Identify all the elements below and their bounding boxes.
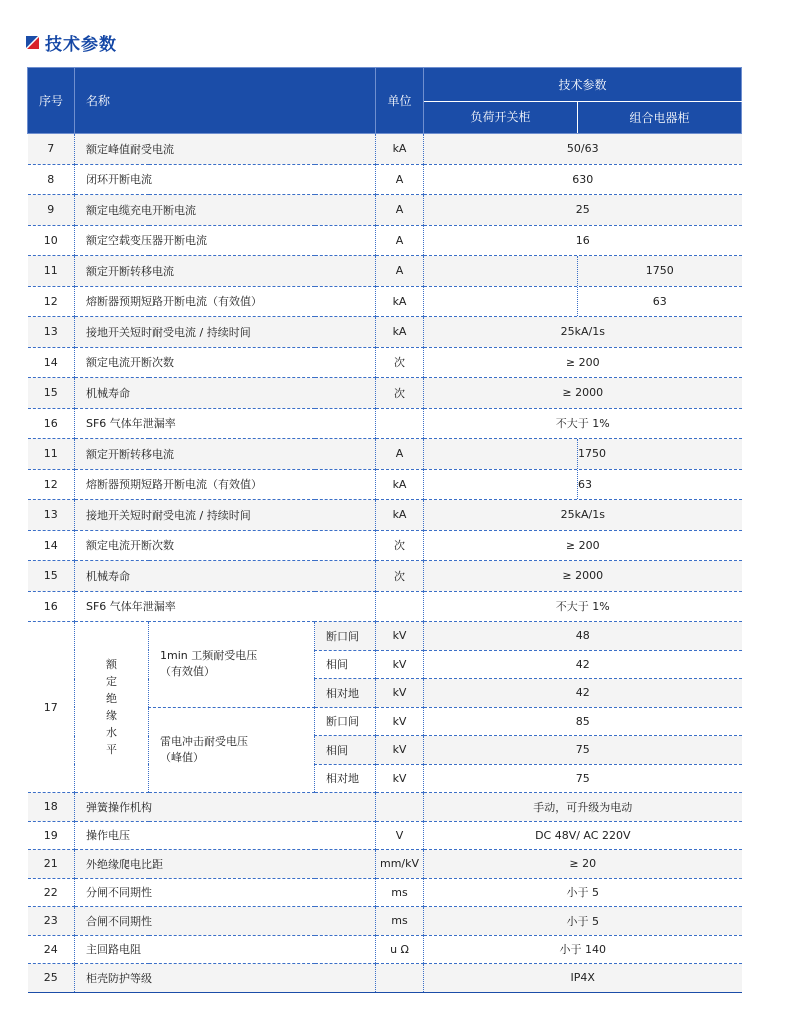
table-row (28, 256, 742, 287)
row-unit: u Ω (376, 935, 424, 964)
row-unit: 次 (376, 378, 424, 409)
row-seq: 12 (28, 286, 75, 317)
row-unit: A (376, 225, 424, 256)
row-unit: 次 (376, 530, 424, 561)
table-row (28, 878, 742, 907)
title-flag-icon (26, 36, 39, 49)
table-row (28, 469, 742, 500)
row-seq: 11 (28, 439, 75, 470)
insulation-row (28, 622, 742, 651)
page-title (26, 30, 117, 54)
row-value: 小于 5 (424, 907, 742, 936)
row-name: 熔断器预期短路开断电流（有效值） (75, 469, 376, 500)
insulation-group-name (149, 622, 315, 708)
row-value: 不大于 1% (424, 408, 742, 439)
row-value: 25kA/1s (424, 317, 742, 348)
row-value: 63 (652, 294, 667, 308)
row-name: 额定电流开断次数 (75, 347, 376, 378)
insulation-unit: kV (376, 736, 424, 765)
row-seq: 15 (28, 378, 75, 409)
header-name: 名称 (75, 68, 376, 134)
row-name: 额定电缆充电开断电流 (75, 195, 376, 226)
table-row (28, 907, 742, 936)
row-unit: 次 (376, 347, 424, 378)
row-unit: A (376, 439, 424, 470)
insulation-sub: 相对地 (315, 764, 376, 793)
row-name: 额定空载变压器开断电流 (75, 225, 376, 256)
row-name: 柜壳防护等级 (75, 964, 376, 993)
row-seq: 12 (28, 469, 75, 500)
table-row (28, 821, 742, 850)
insulation-sub: 断口间 (315, 622, 376, 651)
row-value: ≥ 20 (424, 850, 742, 879)
insulation-value: 85 (424, 707, 742, 736)
table-row (28, 500, 742, 531)
insulation-sub: 相间 (315, 736, 376, 765)
group-name-line1: 1min 工频耐受电压 (160, 649, 258, 663)
row-unit: kA (376, 317, 424, 348)
header-sub2: 组合电器柜 (629, 111, 690, 125)
row-unit: kA (376, 134, 424, 165)
row-name: 主回路电阻 (75, 935, 376, 964)
table-row (28, 134, 742, 165)
row-name: 接地开关短时耐受电流 / 持续时间 (75, 500, 376, 531)
row-name: 弹簧操作机构 (75, 793, 376, 822)
row-name: 接地开关短时耐受电流 / 持续时间 (75, 317, 376, 348)
row-value: 63 (578, 477, 593, 491)
group-name-line2: （峰值） (160, 750, 204, 764)
table-row (28, 561, 742, 592)
insulation-unit: kV (376, 707, 424, 736)
row-seq: 18 (28, 793, 75, 822)
row-value-cell (424, 256, 742, 287)
row-name: 机械寿命 (75, 378, 376, 409)
row-value: 不大于 1% (424, 591, 742, 622)
table-row (28, 164, 742, 195)
row-seq: 24 (28, 935, 75, 964)
spec-table (27, 67, 742, 993)
insulation-label (75, 622, 149, 793)
table-row (28, 530, 742, 561)
table-row (28, 225, 742, 256)
insulation-char: 水 (106, 726, 117, 739)
header-unit: 单位 (376, 68, 424, 134)
row-seq: 21 (28, 850, 75, 879)
row-value: IP4X (424, 964, 742, 993)
insulation-sub: 断口间 (315, 707, 376, 736)
row-seq: 22 (28, 878, 75, 907)
table-row (28, 286, 742, 317)
insulation-value: 42 (424, 650, 742, 679)
row-value: 16 (424, 225, 742, 256)
table-row (28, 964, 742, 993)
row-unit: ms (376, 907, 424, 936)
row-name: SF6 气体年泄漏率 (75, 408, 376, 439)
header-sub-row (424, 102, 742, 134)
insulation-group-name (149, 707, 315, 793)
row-value: ≥ 200 (424, 347, 742, 378)
insulation-value: 48 (424, 622, 742, 651)
row-unit: kA (376, 286, 424, 317)
insulation-sub: 相对地 (315, 679, 376, 708)
row-seq: 7 (28, 134, 75, 165)
row-unit: V (376, 821, 424, 850)
insulation-value: 42 (424, 679, 742, 708)
row-unit: A (376, 195, 424, 226)
row-unit: ms (376, 878, 424, 907)
row-seq: 16 (28, 591, 75, 622)
insulation-value: 75 (424, 736, 742, 765)
row-seq: 25 (28, 964, 75, 993)
row-value-cell (424, 439, 742, 470)
row-value: 50/63 (424, 134, 742, 165)
row-name: 熔断器预期短路开断电流（有效值） (75, 286, 376, 317)
insulation-value: 75 (424, 764, 742, 793)
group-name-line2: （有效值） (160, 665, 215, 679)
insulation-char: 缘 (106, 709, 117, 722)
table-row (28, 591, 742, 622)
row-seq: 19 (28, 821, 75, 850)
row-value: ≥ 200 (424, 530, 742, 561)
row-seq: 13 (28, 317, 75, 348)
row-unit (376, 793, 424, 822)
row-seq: 9 (28, 195, 75, 226)
row-value: 25 (424, 195, 742, 226)
row-value: 1750 (578, 447, 607, 461)
row-name: SF6 气体年泄漏率 (75, 591, 376, 622)
insulation-char: 额 (106, 658, 117, 671)
row-name: 闭环开断电流 (75, 164, 376, 195)
row-unit (376, 964, 424, 993)
row-unit: A (376, 256, 424, 287)
header-seq: 序号 (28, 68, 75, 134)
row-seq: 15 (28, 561, 75, 592)
row-value: ≥ 2000 (424, 561, 742, 592)
row-seq: 14 (28, 530, 75, 561)
insulation-unit: kV (376, 679, 424, 708)
row-seq: 8 (28, 164, 75, 195)
row-value: 1750 (645, 264, 674, 278)
row-name: 机械寿命 (75, 561, 376, 592)
insulation-char: 绝 (106, 692, 117, 705)
row-name: 外绝缘爬电比距 (75, 850, 376, 879)
row-seq: 14 (28, 347, 75, 378)
row-unit (376, 591, 424, 622)
row-seq: 16 (28, 408, 75, 439)
row-seq: 13 (28, 500, 75, 531)
table-row (28, 378, 742, 409)
row-name: 合闸不同期性 (75, 907, 376, 936)
row-value-cell (424, 469, 742, 500)
row-unit: A (376, 164, 424, 195)
insulation-unit: kV (376, 650, 424, 679)
table-row (28, 439, 742, 470)
row-unit: mm/kV (376, 850, 424, 879)
table-row (28, 408, 742, 439)
row-name: 分闸不同期性 (75, 878, 376, 907)
table-row (28, 195, 742, 226)
table-row (28, 850, 742, 879)
table-row (28, 793, 742, 822)
row-unit: kA (376, 500, 424, 531)
row-value: 630 (424, 164, 742, 195)
table-row (28, 935, 742, 964)
row-name: 额定开断转移电流 (75, 256, 376, 287)
row-seq: 10 (28, 225, 75, 256)
row-seq: 23 (28, 907, 75, 936)
table-row (28, 317, 742, 348)
insulation-unit: kV (376, 764, 424, 793)
row-name: 操作电压 (75, 821, 376, 850)
row-unit (376, 408, 424, 439)
group-name-line1: 雷电冲击耐受电压 (160, 734, 248, 748)
insulation-unit: kV (376, 622, 424, 651)
page-title-text: 技术参数 (45, 34, 117, 55)
row-value: 小于 140 (424, 935, 742, 964)
row-name: 额定开断转移电流 (75, 439, 376, 470)
row-name: 额定电流开断次数 (75, 530, 376, 561)
header-params: 技术参数 (424, 68, 742, 102)
insulation-seq: 17 (28, 622, 75, 793)
row-value: 25kA/1s (424, 500, 742, 531)
row-name: 额定峰值耐受电流 (75, 134, 376, 165)
table-row (28, 347, 742, 378)
row-value-cell (424, 286, 742, 317)
row-value: 手动，可升级为电动 (424, 793, 742, 822)
insulation-char: 平 (106, 743, 117, 756)
row-seq: 11 (28, 256, 75, 287)
insulation-sub: 相间 (315, 650, 376, 679)
row-value: DC 48V/ AC 220V (424, 821, 742, 850)
spec-table-wrap (27, 67, 741, 993)
insulation-char: 定 (106, 675, 117, 688)
row-unit: kA (376, 469, 424, 500)
row-value: ≥ 2000 (424, 378, 742, 409)
row-value: 小于 5 (424, 878, 742, 907)
row-unit: 次 (376, 561, 424, 592)
header-sub1: 负荷开关柜 (424, 102, 578, 133)
